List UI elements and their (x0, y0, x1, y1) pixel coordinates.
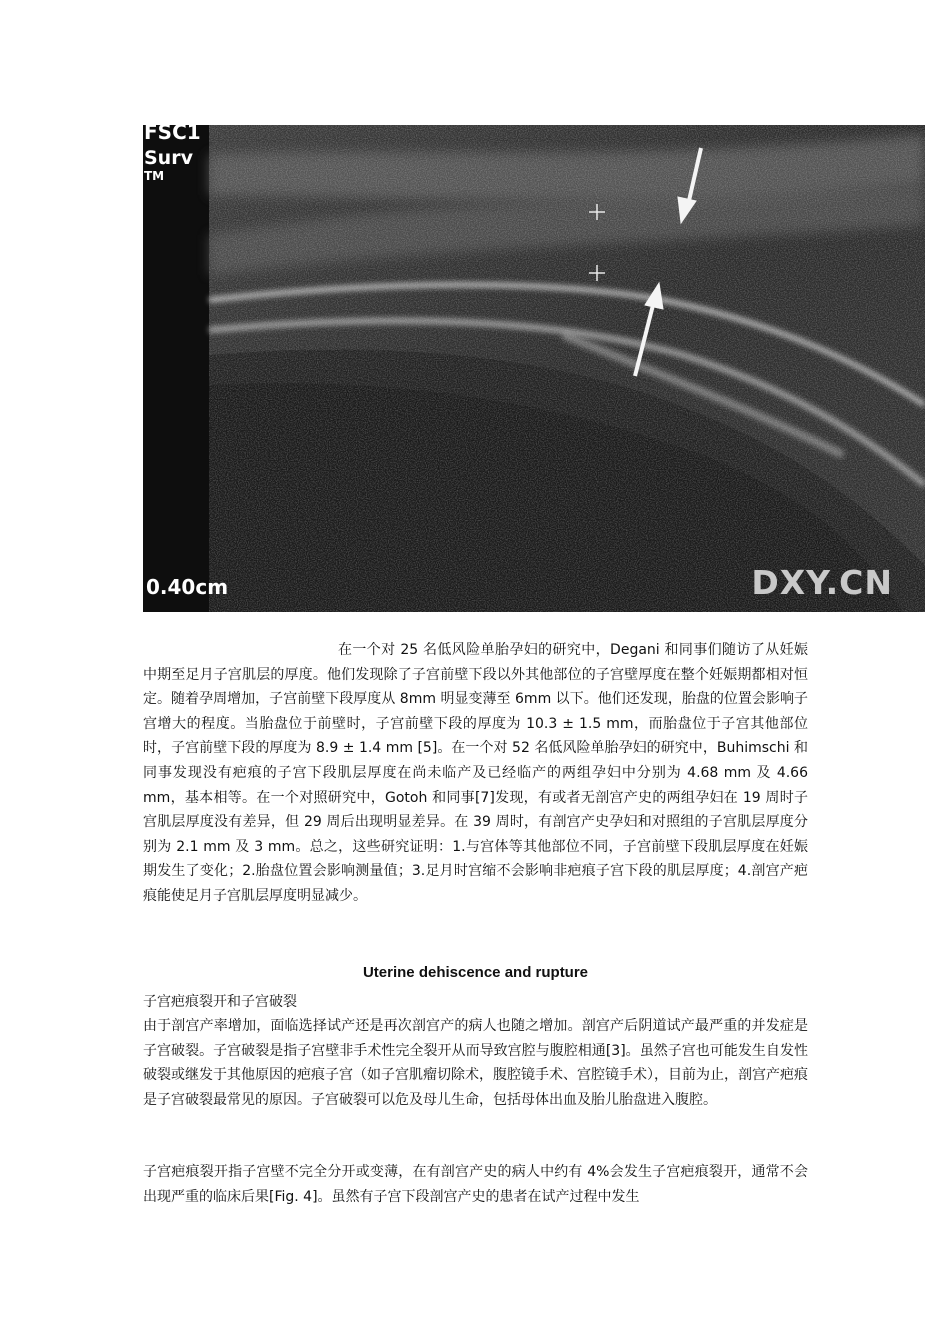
scanner-label-line3: TM (144, 169, 165, 183)
ultrasound-scan-graphic (143, 125, 925, 612)
paragraph-1: 在一个对 25 名低风险单胎孕妇的研究中，Degani 和同事们随访了从妊娠中期至足月子宫肌层的厚度。他们发现除了子宫前壁下段以外其他部位的子宫壁厚度在整个妊娠期都相对恒定。随着孕周增加，子宫前壁下段厚度从 8mm 明显变薄至 6mm 以下。他们还发现，胎盘的位置会影响子宫增大的程度。当胎盘位于前壁时，子宫前壁下段的厚度为 10.3 ± 1.5 mm，而胎盘位于子宫其他部位时，子宫前壁下段的厚度为 8.9 ± 1.4 mm [5]。在一个对 52 名低风险单胎孕妇的研究中，Buhimschi 和同事发现没有疤痕的子宫下段肌层厚度在尚未临产及已经临产的两组孕妇中分别为 4.68 mm 及 4.66 mm，基本相等。在一个对照研究中，Gotoh 和同事[7]发现，有或者无剖宫产史的两组孕妇在 19 周时子宫肌层厚度没有差异，但 29 周后出现明显差异。在 39 周时，有剖宫产史孕妇和对照组的子宫肌层厚度分别为 2.1 mm 及 3 mm。总之，这些研究证明：1.与宫体等其他部位不同，子宫前壁下段肌层厚度在妊娠期发生了变化；2.胎盘位置会影响测量值；3.足月时宫缩不会影响非疤痕子宫下段的肌层厚度；4.剖宫产疤痕能使足月子宫肌层厚度明显减少。 (143, 642, 808, 904)
section-subheading: 子宫疤痕裂开和子宫破裂 (143, 994, 297, 1010)
ultrasound-image (143, 125, 925, 612)
paragraph-2: 由于剖宫产率增加，面临选择试产还是再次剖宫产的病人也随之增加。剖宫产后阴道试产最严重的并发症是子宫破裂。子宫破裂是指子宫壁非手术性完全裂开从而导致宫腔与腹腔相通[3]。虽然子宫也可能发生自发性破裂或继发于其他原因的疤痕子宫（如子宫肌瘤切除术，腹腔镜手术、宫腔镜手术），目前为止，剖宫产疤痕是子宫破裂最常见的原因。子宫破裂可以危及母儿生命，包括母体出血及胎儿胎盘进入腹腔。 (143, 1018, 808, 1108)
paragraph-3: 子宫疤痕裂开指子宫壁不完全分开或变薄，在有剖宫产史的病人中约有 4%会发生子宫疤痕裂开，通常不会出现严重的临床后果[Fig. 4]。虽然有子宫下段剖宫产史的患者在试产过程中发生 (143, 1164, 808, 1205)
scale-label: 0.40cm (146, 575, 229, 599)
scanner-label-line2: Surv (144, 147, 193, 169)
scanner-label-line1: FSC1 (144, 125, 201, 144)
section-heading: Uterine dehiscence and rupture (362, 964, 589, 981)
watermark: DXY.CN (751, 563, 893, 602)
